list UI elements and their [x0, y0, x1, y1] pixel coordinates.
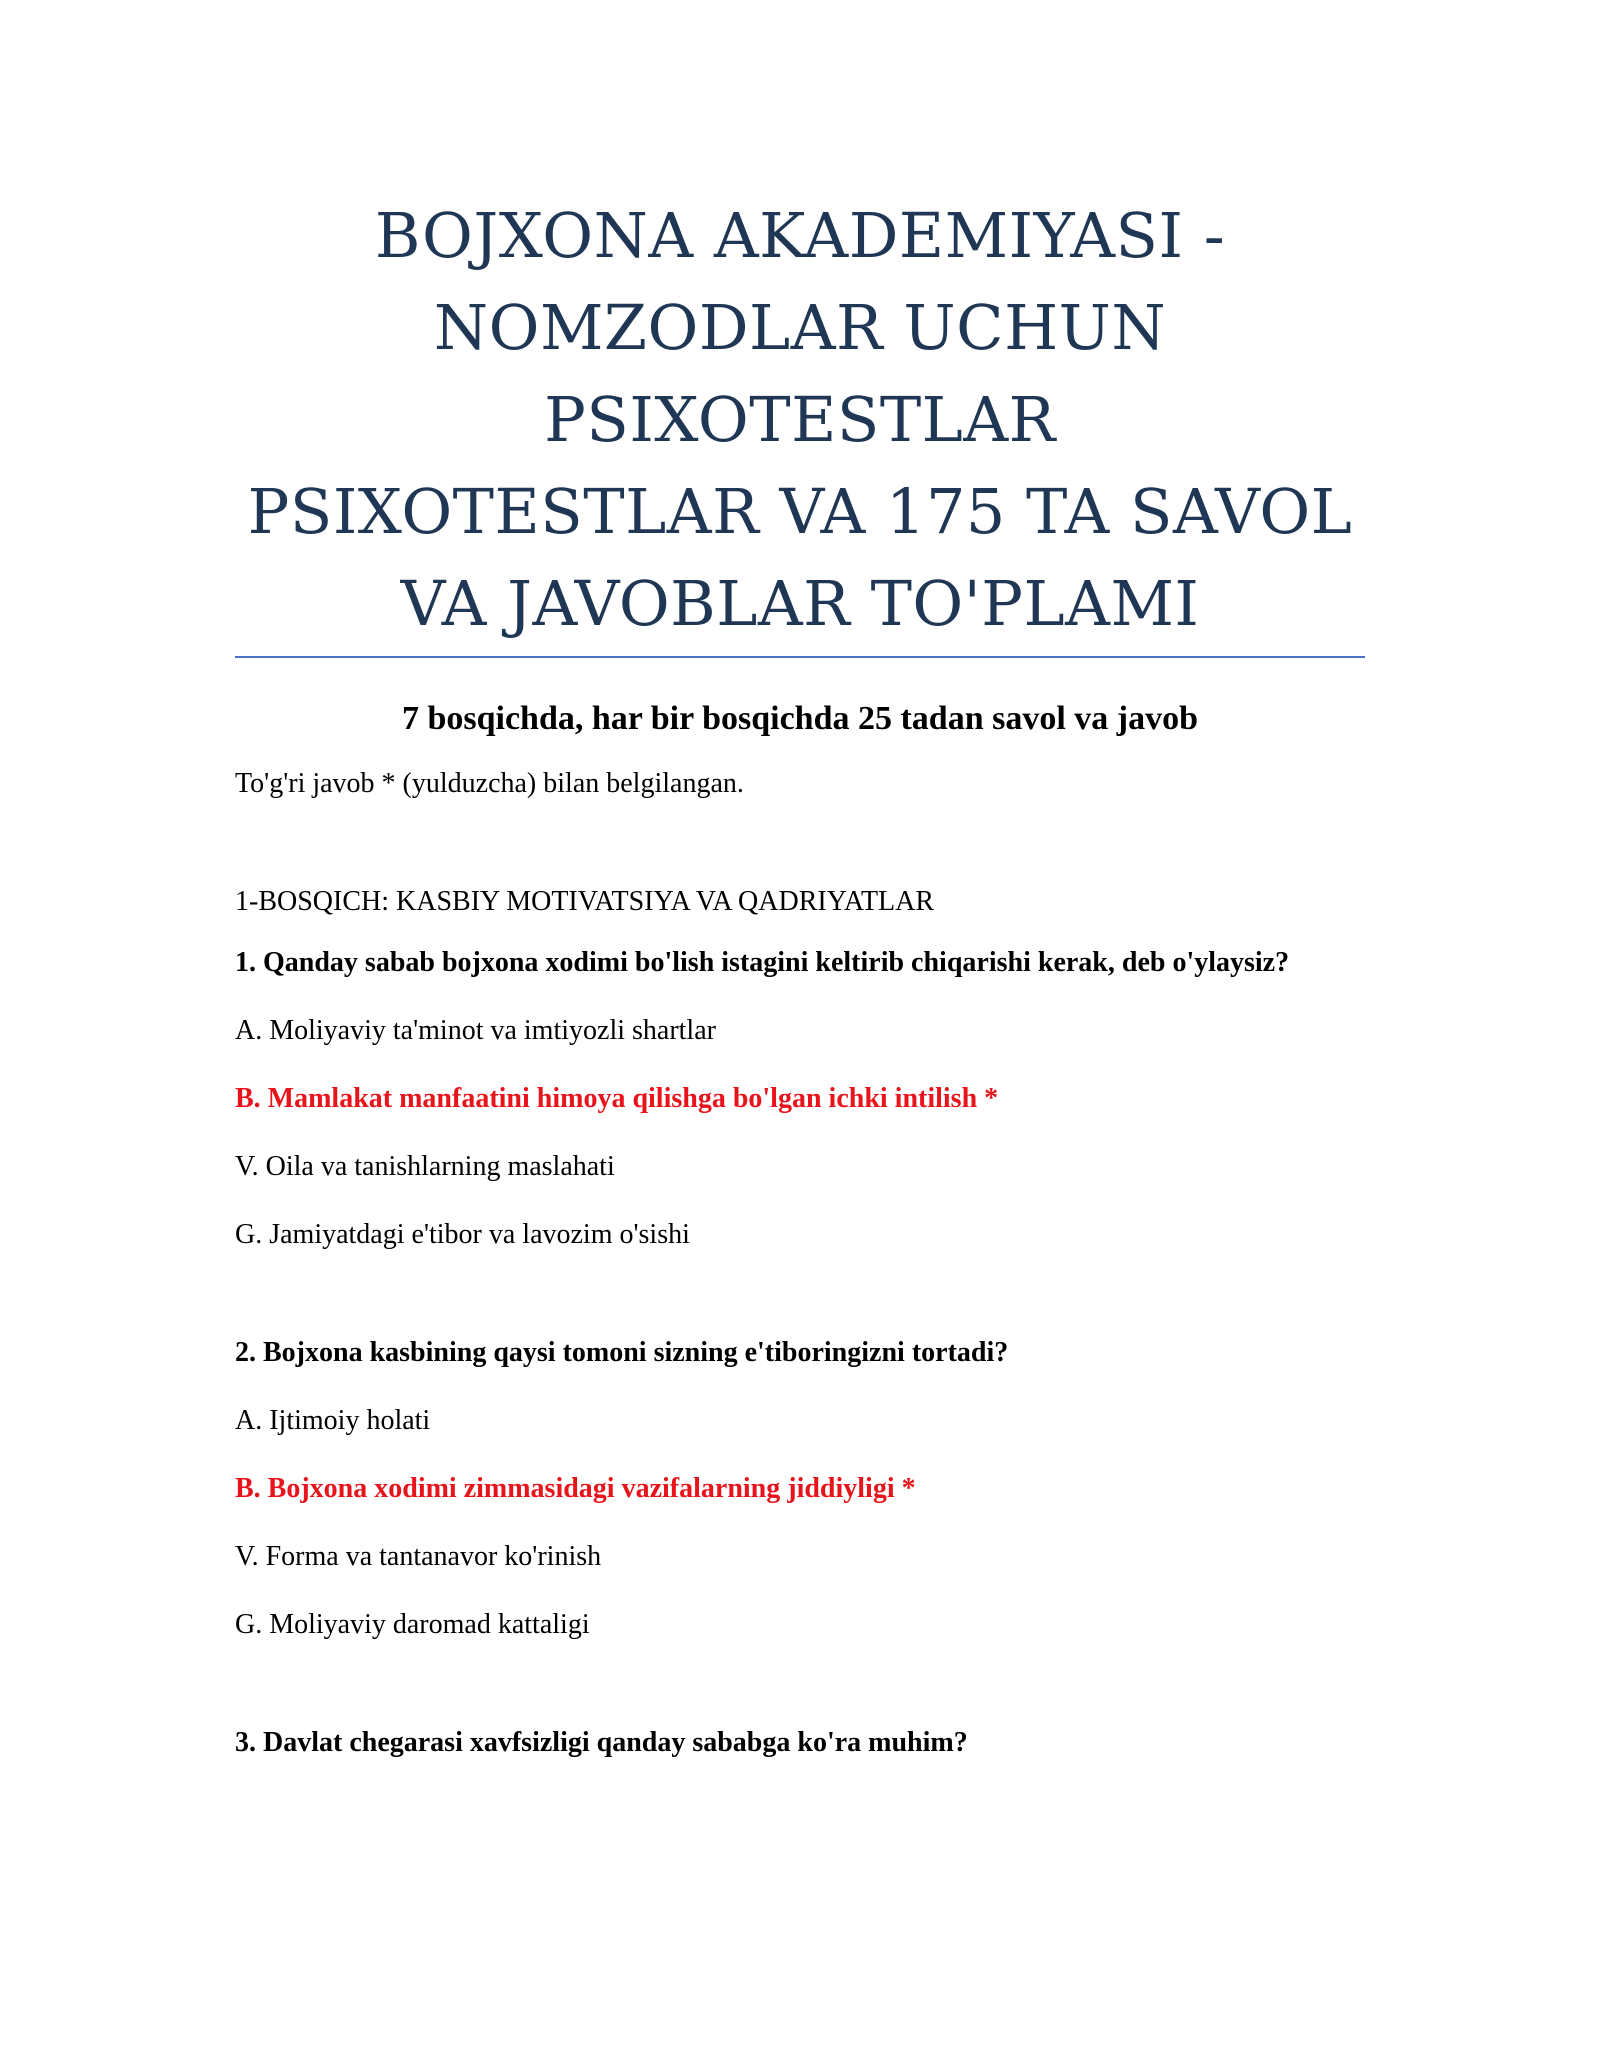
title-line: BOJXONA AKADEMIYASI -: [374, 199, 1226, 272]
title-divider: [235, 656, 1365, 658]
document-title: [235, 190, 1365, 650]
title-line: NOMZODLAR UCHUN: [433, 291, 1167, 364]
question-1-option-g: G. Jamiyatdagi e'tibor va lavozim o'sishi: [235, 1219, 690, 1250]
question-2-option-a: A. Ijtimoiy holati: [235, 1405, 431, 1436]
question-2-option-v: V. Forma va tantanavor ko'rinish: [235, 1541, 602, 1572]
question-2-option-g: G. Moliyaviy daromad kattaligi: [235, 1609, 590, 1640]
document-subtitle: 7 bosqichda, har bir bosqichda 25 tadan savol va javob: [401, 700, 1199, 737]
question-3: 3. Davlat chegarasi xavfsizligi qanday sababga ko'ra muhim?: [235, 1727, 968, 1758]
question-2: 2. Bojxona kasbining qaysi tomoni sizning e'tiboringizni tortadi?: [235, 1337, 1009, 1368]
title-line: PSIXOTESTLAR: [544, 383, 1056, 456]
question-1: 1. Qanday sabab bojxona xodimi bo'lish istagini keltirib chiqarishi kerak, deb o'ylaysiz?: [235, 947, 1290, 978]
document-content: [235, 190, 1365, 1764]
answer-key-note: To'g'ri javob * (yulduzcha) bilan belgilangan.: [235, 768, 744, 799]
title-line: VA JAVOBLAR TO'PLAMI: [400, 567, 1200, 640]
question-2-option-b-correct: B. Bojxona xodimi zimmasidagi vazifalarning jiddiyligi *: [235, 1473, 916, 1504]
title-line: PSIXOTESTLAR VA 175 TA SAVOL: [247, 475, 1353, 548]
question-1-option-b-correct: B. Mamlakat manfaatini himoya qilishga bo'lgan ichki intilish *: [235, 1083, 999, 1114]
stage-heading: 1-BOSQICH: KASBIY MOTIVATSIYA VA QADRIYATLAR: [235, 886, 935, 917]
question-1-option-v: V. Oila va tanishlarning maslahati: [235, 1151, 615, 1182]
question-1-option-a: A. Moliyaviy ta'minot va imtiyozli shartlar: [235, 1015, 716, 1046]
